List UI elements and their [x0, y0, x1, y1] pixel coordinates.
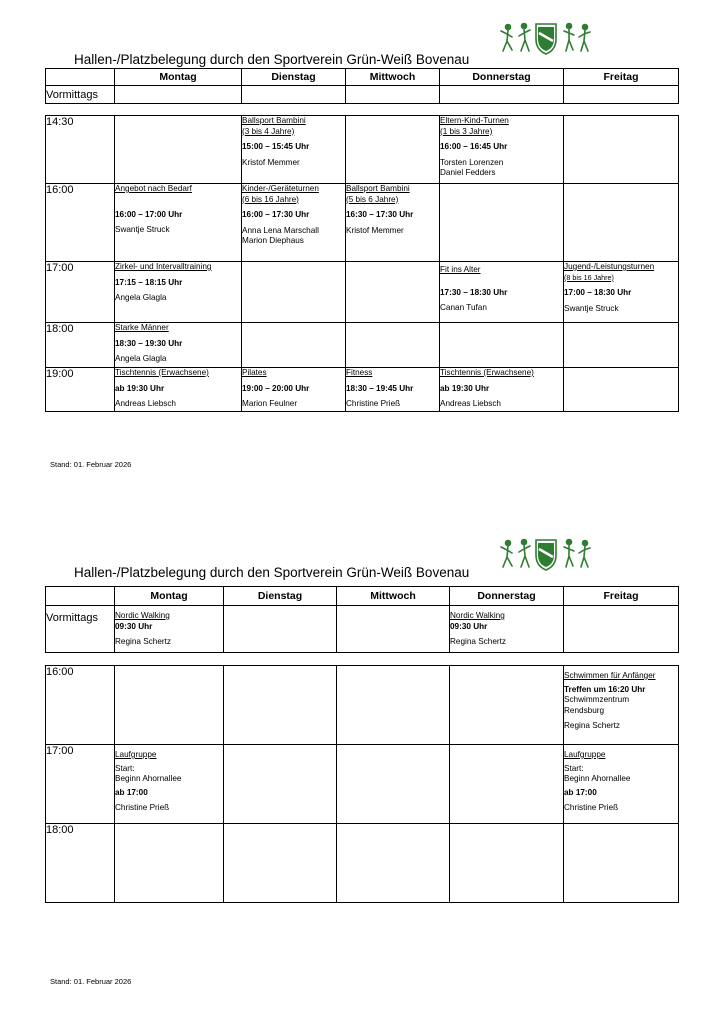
course-trainer: Kristof Memmer	[346, 225, 404, 235]
empty-cell	[440, 86, 564, 104]
day-header-donnerstag: Donnerstag	[440, 69, 564, 86]
course-trainer: Christine Prieß	[115, 803, 170, 812]
course-trainer: Angela Glagla	[115, 354, 167, 363]
entry-nordic-walking	[450, 606, 564, 653]
vormittags-label: Vormittags	[46, 606, 115, 653]
course-name: Angebot nach Bedarf	[115, 184, 192, 193]
entry-jugend-leistungsturnen	[564, 262, 679, 323]
empty-cell	[564, 323, 679, 368]
course-trainer: Marion Feulner	[242, 399, 298, 408]
course-name: Laufgruppe	[115, 750, 157, 759]
course-name: Tischtennis (Erwachsene)	[440, 368, 534, 377]
course-time: 17:00 – 18:30 Uhr	[564, 288, 632, 297]
day-header-mittwoch: Mittwoch	[337, 587, 450, 606]
empty-cell	[450, 745, 564, 824]
entry-fitness	[346, 368, 440, 412]
stand-date: Stand: 01. Februar 2026	[50, 977, 132, 986]
table-row	[46, 262, 679, 323]
entry-ballsport-bambini-5-6	[346, 184, 440, 262]
entry-zirkel-intervalltraining	[115, 262, 242, 323]
time-label: 17:00	[46, 262, 115, 323]
course-trainer: Andreas Liebsch	[115, 399, 176, 408]
time-label: 16:00	[46, 666, 115, 745]
empty-cell	[337, 606, 450, 653]
course-name: Pilates	[242, 368, 267, 377]
course-time: 18:30 – 19:30 Uhr	[115, 338, 183, 348]
time-label: 18:00	[46, 824, 115, 903]
course-time: ab 19:30 Uhr	[440, 383, 490, 393]
day-header-montag: Montag	[115, 587, 224, 606]
empty-cell	[346, 116, 440, 184]
empty-cell	[115, 666, 224, 745]
header-table-2	[45, 586, 679, 653]
entry-starke-maenner	[115, 323, 242, 368]
header-table-1	[45, 68, 679, 104]
course-trainer: Kristof Memmer	[242, 157, 300, 167]
table-row	[46, 116, 679, 184]
empty-cell	[242, 262, 346, 323]
course-name: Nordic Walking	[115, 611, 170, 620]
course-time: 16:30 – 17:30 Uhr	[346, 210, 414, 219]
course-place: Rendsburg	[564, 705, 605, 715]
course-name: Ballsport Bambini	[242, 116, 306, 125]
empty-cell	[564, 606, 679, 653]
course-trainer: Marion Diephaus	[242, 236, 304, 245]
course-trainer: Canan Tufan	[440, 303, 487, 312]
course-time: 17:15 – 18:15 Uhr	[115, 277, 183, 287]
course-name: Eltern-Kind-Turnen	[440, 116, 509, 125]
time-label: 18:00	[46, 323, 115, 368]
entry-tischtennis	[115, 368, 242, 412]
empty-cell	[242, 323, 346, 368]
empty-cell	[224, 745, 337, 824]
empty-cell	[564, 824, 679, 903]
page-title: Hallen-/Platzbelegung durch den Sportverein Grün-Weiß Bovenau	[74, 565, 470, 580]
empty-cell	[242, 86, 346, 104]
course-age: (5 bis 6 Jahre)	[346, 194, 399, 204]
course-time: 16:00 – 17:30 Uhr	[242, 210, 310, 219]
empty-cell	[450, 824, 564, 903]
course-age: (6 bis 16 Jahre)	[242, 194, 299, 204]
course-time: ab 17:00	[115, 787, 148, 797]
empty-cell	[337, 824, 450, 903]
schedule-table-2	[45, 665, 679, 903]
course-name: Schwimmen für Anfänger	[564, 671, 656, 680]
time-label: 19:00	[46, 368, 115, 412]
course-start: Start:	[564, 763, 584, 773]
course-trainer: Christine Prieß	[346, 399, 401, 408]
table-row	[46, 323, 679, 368]
time-label: 17:00	[46, 745, 115, 824]
course-time: 15:00 – 15:45 Uhr	[242, 142, 310, 151]
course-trainer: Torsten Lorenzen	[440, 157, 504, 167]
empty-cell	[564, 184, 679, 262]
corner-cell	[46, 587, 115, 606]
empty-cell	[346, 86, 440, 104]
course-name: Starke Männer	[115, 323, 169, 332]
course-trainer: Regina Schertz	[115, 637, 171, 646]
course-name: Jugend-/Leistungsturnen	[564, 262, 655, 271]
course-name: Nordic Walking	[450, 611, 505, 620]
entry-kinder-geraeteturnen	[242, 184, 346, 262]
day-header-freitag: Freitag	[564, 69, 679, 86]
entry-schwimmen	[564, 666, 679, 745]
course-name: Kinder-/Geräteturnen	[242, 184, 319, 193]
entry-eltern-kind-turnen	[440, 116, 564, 184]
course-time: ab 17:00	[564, 787, 597, 797]
empty-cell	[564, 86, 679, 104]
empty-cell	[440, 323, 564, 368]
page-title: Hallen-/Platzbelegung durch den Sportverein Grün-Weiß Bovenau	[74, 52, 470, 67]
course-trainer: Regina Schertz	[450, 637, 506, 646]
course-time: ab 19:30 Uhr	[115, 383, 165, 393]
course-name: Fit ins Alter	[440, 265, 481, 274]
day-header-freitag: Freitag	[564, 587, 679, 606]
course-time: 09:30 Uhr	[115, 621, 153, 631]
entry-laufgruppe	[564, 745, 679, 824]
empty-cell	[337, 666, 450, 745]
course-age: (3 bis 4 Jahre)	[242, 126, 295, 136]
entry-ballsport-bambini	[242, 116, 346, 184]
course-time: 19:00 – 20:00 Uhr	[242, 383, 310, 393]
time-label: 14:30	[46, 116, 115, 184]
vormittags-label: Vormittags	[46, 86, 115, 104]
table-row	[46, 368, 679, 412]
table-row	[46, 824, 679, 903]
entry-laufgruppe	[115, 745, 224, 824]
empty-cell	[224, 606, 337, 653]
course-trainer: Swantje Struck	[115, 225, 170, 234]
course-time: 18:30 – 19:45 Uhr	[346, 383, 414, 393]
table-row	[46, 184, 679, 262]
day-header-dienstag: Dienstag	[224, 587, 337, 606]
entry-angebot-nach-bedarf	[115, 184, 242, 262]
course-trainer: Regina Schertz	[564, 721, 620, 730]
course-time: Treffen um 16:20 Uhr	[564, 684, 646, 694]
course-trainer: Anna Lena Marschall	[242, 225, 319, 235]
empty-cell	[224, 824, 337, 903]
course-time: 09:30 Uhr	[450, 621, 488, 631]
course-name: Laufgruppe	[564, 750, 606, 759]
course-trainer: Christine Prieß	[564, 803, 619, 812]
empty-cell	[115, 116, 242, 184]
table-row	[46, 666, 679, 745]
empty-cell	[440, 184, 564, 262]
empty-cell	[564, 116, 679, 184]
day-header-dienstag: Dienstag	[242, 69, 346, 86]
day-header-montag: Montag	[115, 69, 242, 86]
day-header-donnerstag: Donnerstag	[450, 587, 564, 606]
course-time: 16:00 – 17:00 Uhr	[115, 209, 183, 219]
empty-cell	[337, 745, 450, 824]
club-logo	[498, 537, 594, 573]
course-name: Ballsport Bambini	[346, 184, 410, 193]
empty-cell	[115, 86, 242, 104]
course-place: Beginn Ahornallee	[115, 774, 182, 783]
entry-fit-ins-alter	[440, 262, 564, 323]
entry-tischtennis	[440, 368, 564, 412]
stand-date: Stand: 01. Februar 2026	[50, 460, 132, 469]
course-age: (8 bis 16 Jahre)	[564, 272, 614, 282]
corner-cell	[46, 69, 115, 86]
schedule-table-1	[45, 115, 679, 412]
course-place: Schwimmzentrum	[564, 695, 630, 704]
course-trainer: Angela Glagla	[115, 293, 167, 302]
course-name: Fitness	[346, 368, 373, 377]
empty-cell	[224, 666, 337, 745]
empty-cell	[450, 666, 564, 745]
course-name: Zirkel- und Intervalltraining	[115, 262, 212, 271]
club-logo	[498, 21, 594, 57]
course-trainer: Swantje Struck	[564, 303, 619, 313]
day-header-mittwoch: Mittwoch	[346, 69, 440, 86]
course-start: Start:	[115, 763, 135, 773]
course-trainer: Andreas Liebsch	[440, 399, 501, 408]
empty-cell	[346, 323, 440, 368]
entry-nordic-walking	[115, 606, 224, 653]
course-name: Tischtennis (Erwachsene)	[115, 368, 209, 377]
course-place: Beginn Ahornallee	[564, 774, 631, 783]
table-row	[46, 745, 679, 824]
course-age: (1 bis 3 Jahre)	[440, 126, 493, 136]
empty-cell	[346, 262, 440, 323]
time-label: 16:00	[46, 184, 115, 262]
entry-pilates	[242, 368, 346, 412]
course-time: 16:00 – 16:45 Uhr	[440, 142, 508, 151]
course-time: 17:30 – 18:30 Uhr	[440, 287, 508, 297]
empty-cell	[564, 368, 679, 412]
empty-cell	[115, 824, 224, 903]
course-trainer: Daniel Fedders	[440, 168, 496, 177]
